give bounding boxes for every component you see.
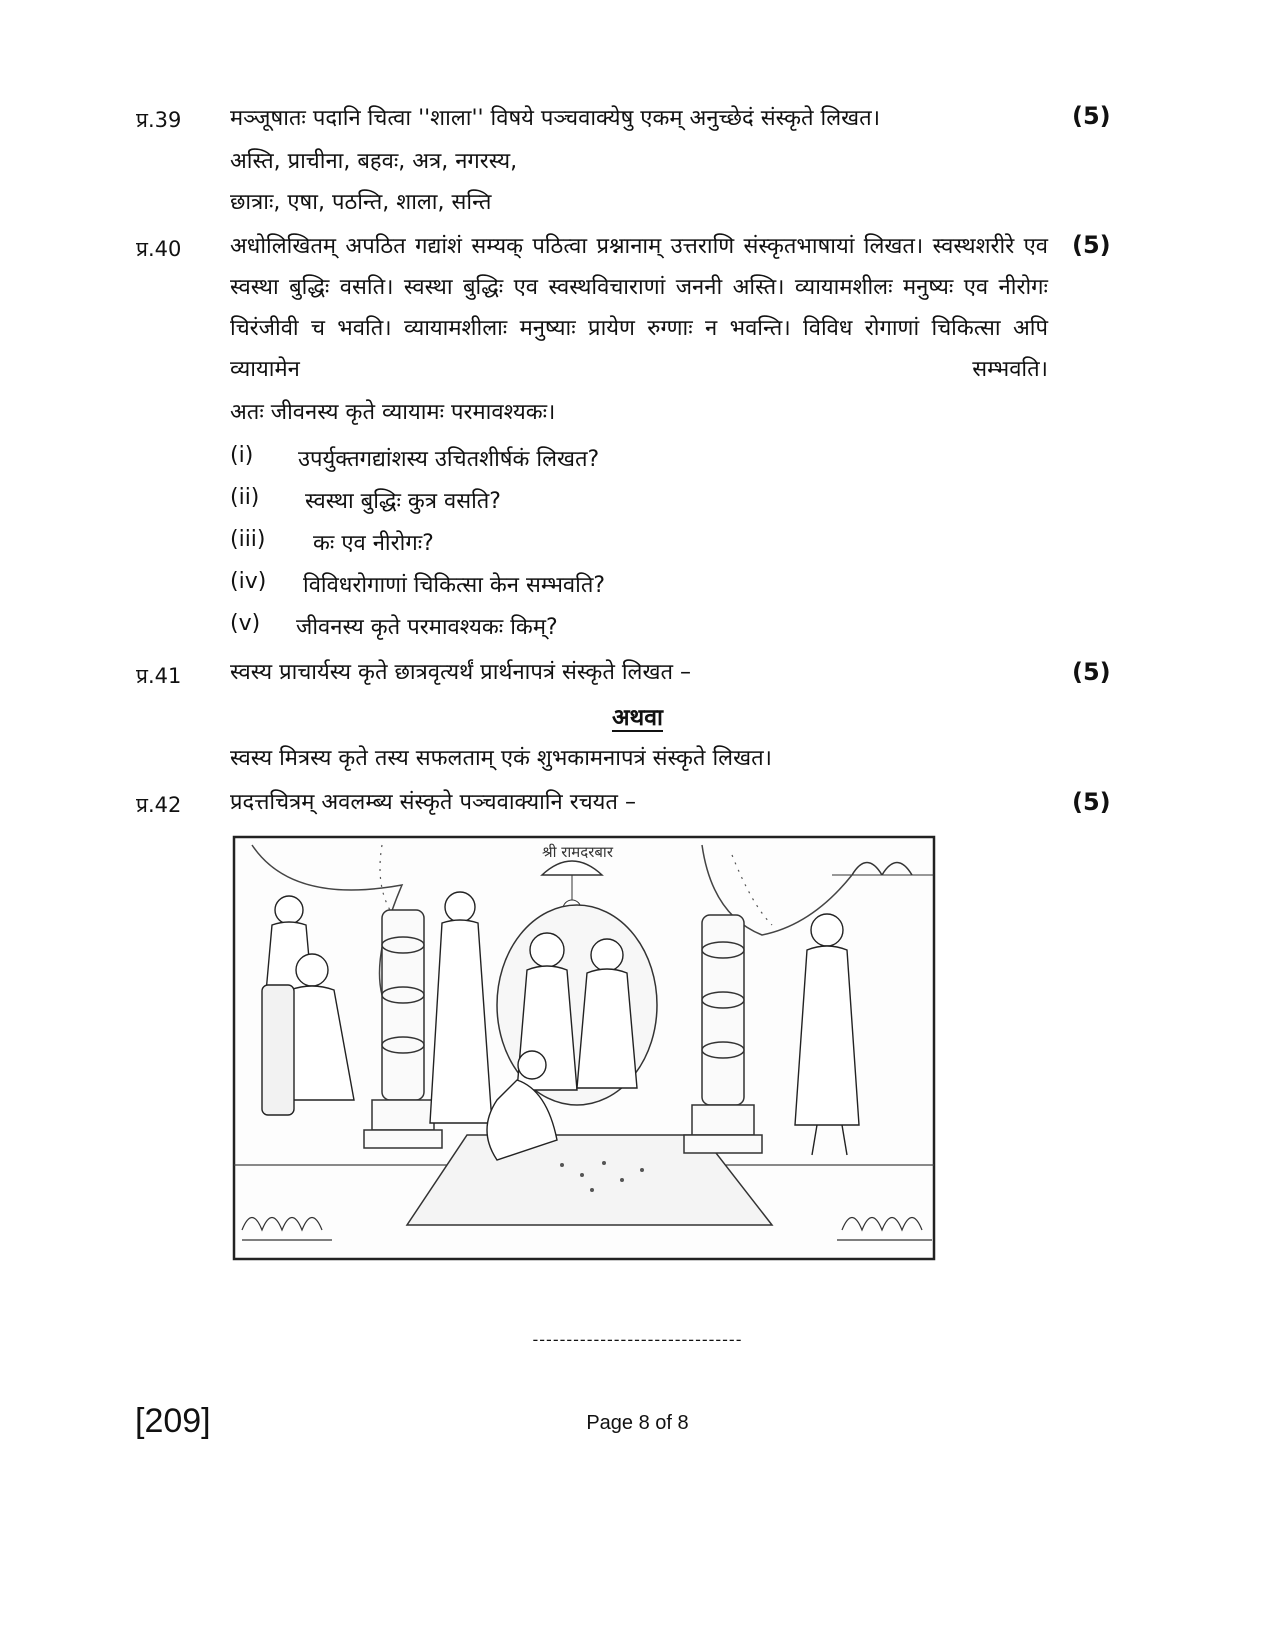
subquestion-1-text: उपर्युक्तगद्यांशस्य उचितशीर्षकं लिखत? [298, 447, 600, 472]
question-40-marks: (5) [1072, 231, 1111, 259]
question-42-text: प्रदत्तचित्रम् अवलम्ब्य संस्कृते पञ्चवाक्यानि रचयत – [230, 790, 636, 815]
subquestion-5-number: (v) [230, 611, 261, 636]
question-39-words-line-2: छात्राः, एषा, पठन्ति, शाला, सन्ति [230, 190, 492, 215]
page-number: Page 8 of 8 [586, 1412, 689, 1434]
question-41-marks: (5) [1072, 658, 1111, 686]
subquestion-4-number: (iv) [230, 569, 267, 594]
subquestion-4-text: विविधरोगाणां चिकित्सा केन सम्भवति? [303, 573, 606, 598]
question-39-text: मञ्जूषातः पदानि चित्वा ''शाला'' विषये पञ्चवाक्येषु एकम् अनुच्छेदं संस्कृते लिखत। [230, 106, 881, 131]
question-40-passage: अधोलिखितम् अपठित गद्यांशं सम्यक् पठित्वा प्रश्नानाम् उत्तराणि संस्कृतभाषायां लिखत। स्वस्थशरीरे एव स्वस्था बुद्धिः वसति। स्वस्था बुद्धिः एव स्वस्थविचाराणां जननी अस्ति। व्यायामशीलः मनुष्यः एव नीरोगः चिरंजीवी च भवति। व्यायामशीलाः मनुष्याः प्रायेण रुग्णाः न भवन्ति। विविध रोगाणां चिकित्सा अपि व्यायामेन सम्भवति। [230, 234, 1048, 382]
subquestion-1-number: (i) [230, 443, 254, 468]
question-40-number: प्र.40 [136, 237, 182, 261]
subquestion-2-text: स्वस्था बुद्धिः कुत्र वसति? [305, 489, 501, 514]
question-39-number: प्र.39 [136, 108, 182, 132]
question-41-number: प्र.41 [136, 664, 182, 688]
or-heading: अथवा [611, 705, 663, 731]
question-39-marks: (5) [1072, 102, 1111, 130]
question-41-text: स्वस्य प्राचार्यस्य कृते छात्रवृत्यर्थं प्रार्थनापत्रं संस्कृते लिखत – [230, 660, 691, 685]
question-39-words-line-1: अस्ति, प्राचीना, बहवः, अत्र, नगरस्य, [230, 149, 518, 174]
subquestion-3-number: (iii) [230, 527, 266, 552]
question-42-marks: (5) [1072, 788, 1111, 816]
subquestion-2-number: (ii) [230, 485, 260, 510]
subquestion-5-text: जीवनस्य कृते परमावश्यकः किम्? [296, 615, 558, 640]
question-41-alternative-text: स्वस्य मित्रस्य कृते तस्य सफलताम् एकं शुभकामनापत्रं संस्कृते लिखत। [230, 746, 772, 771]
court-scene-illustration [232, 835, 938, 1263]
question-42-number: प्र.42 [136, 793, 182, 817]
end-separator: ------------------------------- [532, 1330, 743, 1349]
paper-code: [209] [135, 1402, 211, 1440]
subquestion-3-text: कः एव नीरोगः? [313, 531, 434, 556]
question-40-passage-last-line: अतः जीवनस्य कृते व्यायामः परमावश्यकः। [230, 400, 556, 425]
figure-caption: श्री रामदरबार [542, 843, 613, 861]
